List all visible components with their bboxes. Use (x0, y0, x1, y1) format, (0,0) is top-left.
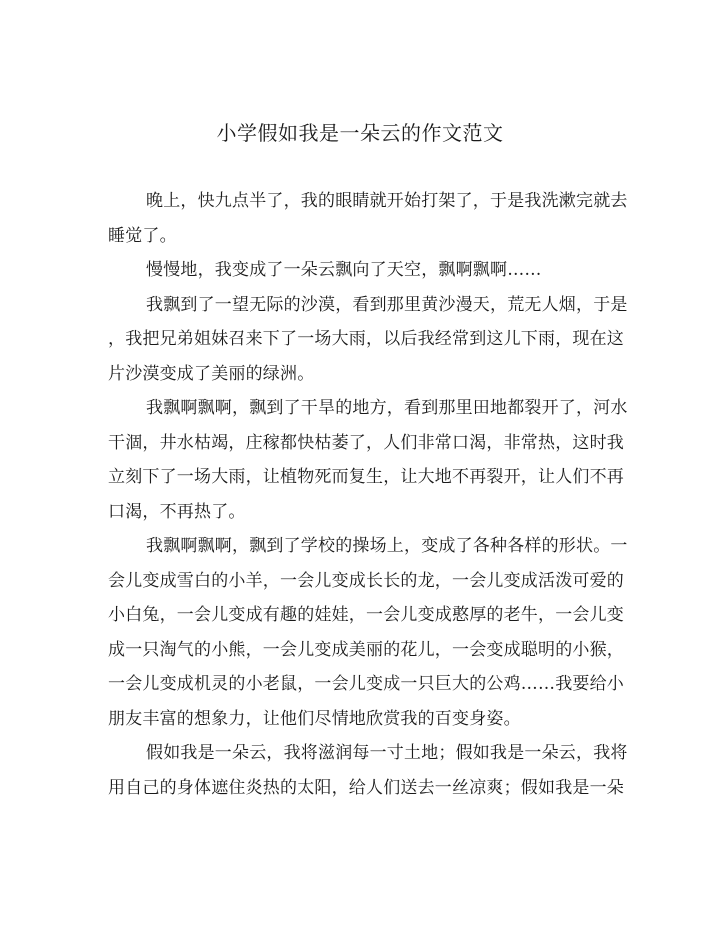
document-body (108, 184, 628, 805)
paragraph-line: ，我把兄弟姐妹召来下了一场大雨，以后我经常到这儿下雨，现在这 (108, 329, 624, 349)
paragraph-line: 我飘啊飘啊，飘到了学校的操场上，变成了各种各样的形状。一 (146, 536, 628, 556)
paragraph-line: 用自己的身体遮住炎热的太阳，给人们送去一丝凉爽；假如我是一朵 (108, 777, 624, 798)
paragraph-line: 立刻下了一场大雨，让植物死而复生，让大地不再裂开，让人们不再 (108, 467, 624, 487)
paragraph-line: 睡觉了。 (108, 225, 177, 246)
paragraph-line: 片沙漠变成了美丽的绿洲。 (108, 363, 315, 384)
paragraph-line: 我飘到了一望无际的沙漠，看到那里黄沙漫天，荒无人烟，于是 (146, 294, 628, 315)
paragraph-line: 口渴，不再热了。 (108, 501, 246, 522)
paragraph-line: 假如我是一朵云，我将滋润每一寸土地；假如我是一朵云，我将 (146, 743, 628, 763)
paragraph-line: 我飘啊飘啊，飘到了干旱的地方，看到那里田地都裂开了，河水 (146, 398, 628, 418)
paragraph-line: 成一只淘气的小熊，一会儿变成美丽的花儿，一会变成聪明的小猴， (108, 639, 624, 660)
paragraph-line: 朋友丰富的想象力，让他们尽情地欣赏我的百变身姿。 (108, 708, 521, 729)
paragraph-line: 晚上，快九点半了，我的眼睛就开始打架了，于是我洗漱完就去 (146, 191, 628, 211)
paragraph-line: 慢慢地，我变成了一朵云飘向了天空，飘啊飘啊…… (146, 260, 542, 280)
paragraph-line: 会儿变成雪白的小羊，一会儿变成长长的龙，一会儿变成活泼可爱的 (108, 570, 624, 591)
paragraph-line: 小白兔，一会儿变成有趣的娃娃，一会儿变成憨厚的老牛，一会儿变 (108, 605, 624, 625)
document-title: 小学假如我是一朵云的作文范文 (216, 121, 504, 145)
paragraph-line: 干涸，井水枯竭，庄稼都快枯萎了，人们非常口渴，非常热，这时我 (108, 432, 624, 453)
paragraph-line: 一会儿变成机灵的小老鼠，一会儿变成一只巨大的公鸡……我要给小 (108, 674, 624, 694)
